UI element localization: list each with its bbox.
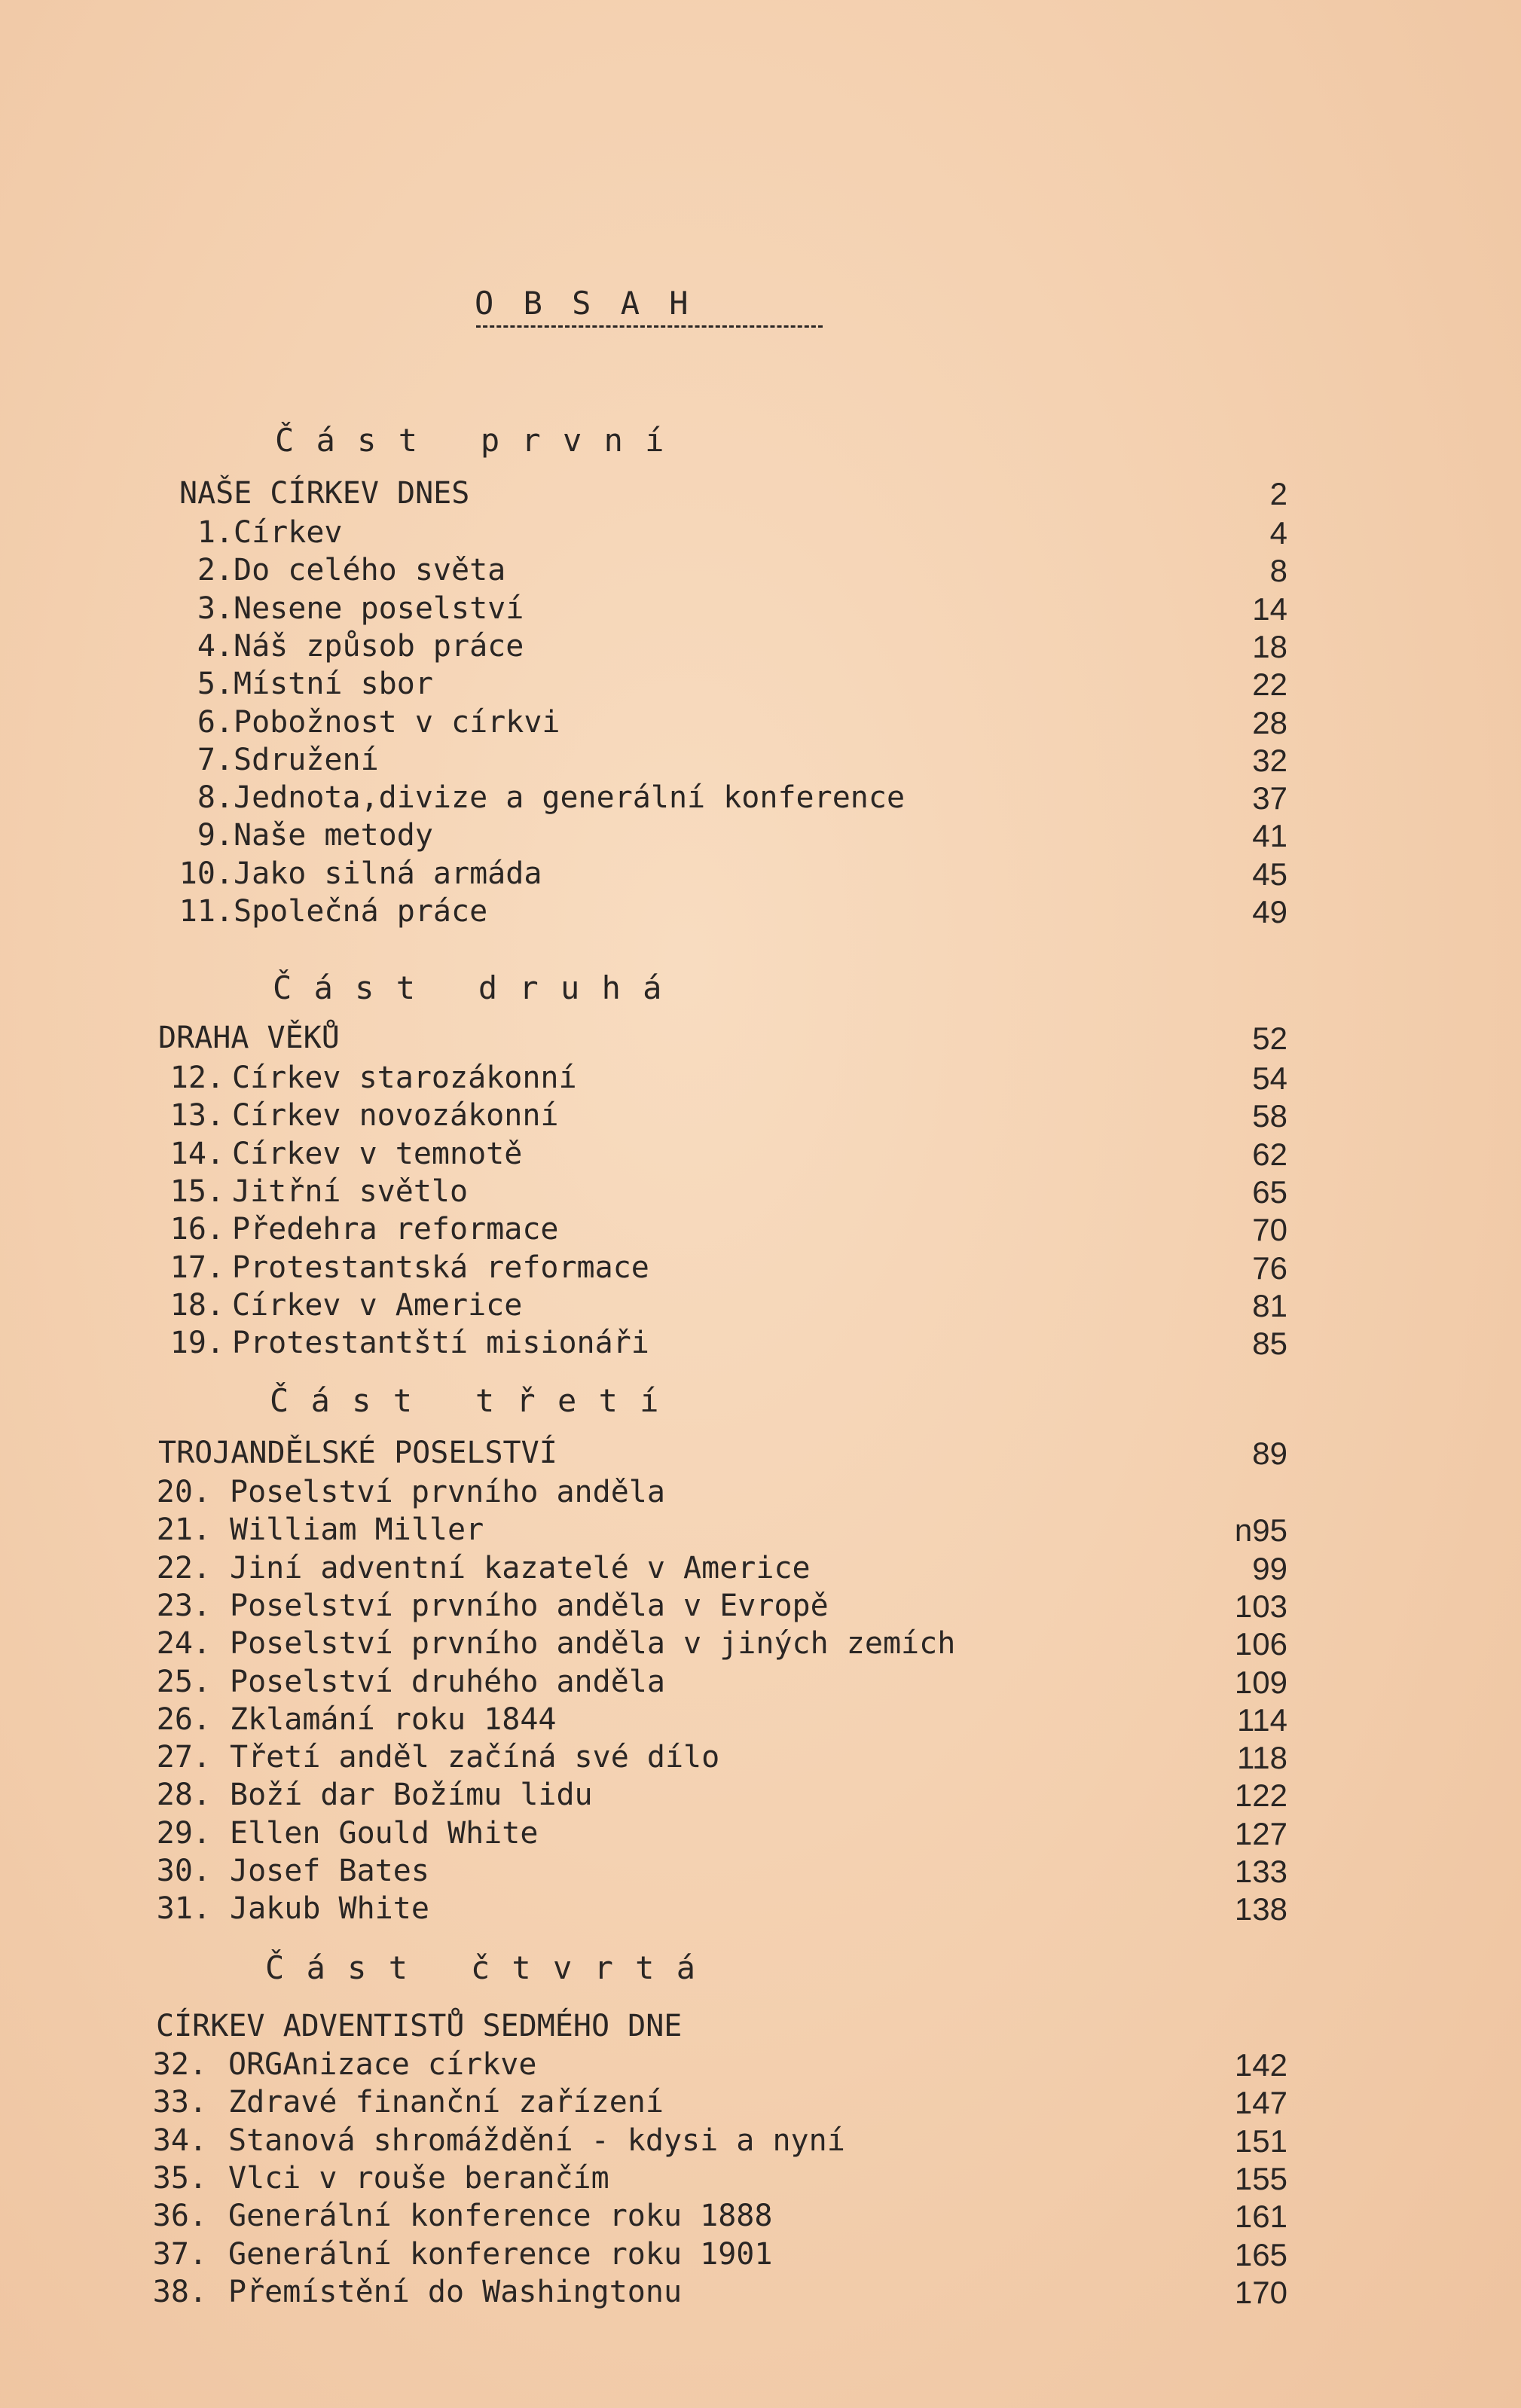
entry-number: 9. [197,818,234,853]
entry-page-number: 118 [1237,1740,1287,1775]
toc-entry [0,1854,1521,1891]
entry-page-number: 70 [1252,1212,1287,1247]
entry-number: 16. [170,1212,224,1247]
toc-entry [0,1250,1521,1288]
toc-entry [0,1061,1521,1098]
entry-title: Předehra reformace [232,1212,559,1247]
entry-title: Nesene poselství [234,591,524,626]
toc-entry [0,1702,1521,1740]
entry-page-number: 165 [1234,2237,1287,2272]
section-title: CÍRKEV ADVENTISTŮ SEDMÉHO DNE [156,2009,683,2043]
entry-title: Náš způsob práce [234,629,524,664]
entry-page-number: 161 [1234,2199,1287,2234]
entry-page-number: 58 [1252,1098,1287,1134]
entry-number: 12. [170,1061,224,1095]
entry-number: 7. [197,743,234,777]
entry-title: Církev starozákonní [232,1061,577,1095]
entry-page-number: 41 [1252,818,1287,853]
entry-page-number: 114 [1237,1702,1287,1738]
entry-number: 27. [156,1740,211,1775]
entry-number: 31. [156,1891,211,1926]
toc-entry [0,1778,1521,1815]
section-page-number: 89 [1252,1436,1287,1471]
section-title-row [0,476,1521,514]
entry-number: 15. [170,1174,224,1209]
toc-entry [0,1512,1521,1550]
entry-page-number: 22 [1252,667,1287,702]
entry-page-number: 170 [1234,2275,1287,2310]
entry-number: 29. [156,1816,211,1851]
entry-number: 19. [170,1326,224,1360]
toc-entry [0,1589,1521,1626]
entry-title: Do celého světa [234,553,506,588]
toc-entry [0,1326,1521,1363]
entry-title: Ellen Gould White [230,1816,539,1851]
toc-entry [0,1665,1521,1702]
section-page-number: 2 [1269,476,1287,511]
toc-entry [0,1212,1521,1250]
entry-number: 26. [156,1702,211,1737]
toc-entry [0,629,1521,667]
entry-number: 35. [152,2161,207,2196]
entry-page-number: 32 [1252,743,1287,778]
entry-number: 25. [156,1665,211,1699]
toc-entry [0,515,1521,553]
entry-title: Jako silná armáda [234,856,542,891]
entry-number: 2. [197,553,234,588]
toc-entry [0,780,1521,818]
entry-title: Poselství prvního anděla v Evropě [230,1589,829,1623]
toc-entry [0,1174,1521,1212]
entry-number: 20. [156,1475,211,1509]
entry-number: 33. [152,2085,207,2120]
entry-page-number: 62 [1252,1137,1287,1172]
entry-page-number: 65 [1252,1174,1287,1210]
entry-number: 3. [197,591,234,626]
entry-page-number: 81 [1252,1288,1287,1323]
entry-number: 13. [170,1098,224,1133]
entry-page-number: 76 [1252,1250,1287,1286]
toc-entry [0,1816,1521,1854]
toc-entry [0,1098,1521,1136]
toc-entry [0,1475,1521,1512]
entry-title: Poselství prvního anděla [230,1475,665,1509]
page-title: O B S A H [475,285,689,322]
entry-title: Církev novozákonní [232,1098,559,1133]
entry-number: 22. [156,1551,211,1585]
entry-title: Poselství druhého anděla [230,1665,665,1699]
entry-page-number: 151 [1234,2123,1287,2159]
entry-number: 30. [156,1854,211,1888]
entry-title: Generální konference roku 1888 [228,2199,773,2233]
entry-number: 1. [197,515,234,550]
entry-title: Stanová shromáždění - kdysi a nyní [228,2123,845,2158]
entry-number: 21. [156,1512,211,1547]
toc-entry [0,1891,1521,1929]
section-title: TROJANDĚLSKÉ POSELSTVÍ [158,1436,557,1470]
entry-page-number: 106 [1234,1626,1287,1662]
entry-title: Jednota,divize a generální konference [234,780,906,815]
entry-title: Přemístění do Washingtonu [228,2275,683,2309]
entry-title: Společná práce [234,894,488,929]
entry-page-number: 133 [1234,1854,1287,1889]
toc-entry [0,1551,1521,1589]
entry-number: 6. [197,705,234,740]
entry-title: Církev v temnotě [232,1137,523,1171]
entry-title: Sdružení [234,743,379,777]
toc-entry [0,591,1521,629]
entry-title: Církev [234,515,343,550]
toc-entry [0,2237,1521,2275]
toc-entry [0,1137,1521,1174]
entry-page-number: 8 [1269,553,1287,588]
toc-entry [0,1626,1521,1664]
entry-page-number: 49 [1252,894,1287,929]
entry-number: 17. [170,1250,224,1285]
entry-number: 18. [170,1288,224,1323]
entry-title: Zklamání roku 1844 [230,1702,557,1737]
entry-page-number: 54 [1252,1061,1287,1096]
entry-number: 38. [152,2275,207,2309]
section-title-row [0,1436,1521,1473]
entry-page-number: 4 [1269,515,1287,551]
entry-title: Poselství prvního anděla v jiných zemích [230,1626,956,1661]
entry-page-number: 99 [1252,1551,1287,1586]
entry-page-number: 109 [1234,1665,1287,1700]
entry-title: Církev v Americe [232,1288,523,1323]
part-heading: Č á s t p r v n í [275,422,666,459]
entry-number: 10. [179,856,234,891]
entry-title: ORGAnizace církve [228,2047,537,2082]
entry-title: Jakub White [230,1891,429,1926]
entry-page-number: 142 [1234,2047,1287,2083]
entry-title: Naše metody [234,818,433,853]
toc-entry [0,553,1521,591]
toc-entry [0,1740,1521,1778]
entry-title: Pobožnost v církvi [234,705,560,740]
toc-entry [0,2199,1521,2236]
toc-entry [0,2161,1521,2199]
entry-title: Boží dar Božímu lidu [230,1778,593,1812]
entry-page-number: 138 [1234,1891,1287,1927]
entry-page-number: 37 [1252,780,1287,816]
entry-title: Jitřní světlo [232,1174,469,1209]
entry-title: Generální konference roku 1901 [228,2237,773,2272]
toc-entry [0,2085,1521,2123]
entry-title: Jiní adventní kazatelé v Americe [230,1551,811,1585]
entry-page-number: 18 [1252,629,1287,664]
section-title: NAŠE CÍRKEV DNES [179,476,470,511]
part-heading: Č á s t t ř e t í [270,1382,661,1419]
entry-number: 34. [152,2123,207,2158]
entry-page-number: 28 [1252,705,1287,740]
entry-page-number: n95 [1234,1512,1287,1548]
entry-number: 28. [156,1778,211,1812]
entry-title: Místní sbor [234,667,433,701]
entry-number: 23. [156,1589,211,1623]
part-heading: Č á s t č t v r t á [265,1949,698,1986]
toc-entry [0,705,1521,743]
toc-entry [0,856,1521,894]
entry-number: 37. [152,2237,207,2272]
toc-entry [0,2275,1521,2312]
entry-page-number: 122 [1234,1778,1287,1813]
entry-title: Protestantští misionáři [232,1326,649,1360]
entry-number: 11. [179,894,234,929]
entry-number: 24. [156,1626,211,1661]
section-title-row [0,2009,1521,2046]
entry-number: 5. [197,667,234,701]
entry-title: Vlci v rouše berančím [228,2161,609,2196]
entry-title: Josef Bates [230,1854,429,1888]
toc-entry [0,667,1521,704]
entry-title: William Miller [230,1512,484,1547]
toc-entry [0,743,1521,780]
entry-page-number: 45 [1252,856,1287,892]
entry-number: 14. [170,1137,224,1171]
toc-entry [0,1288,1521,1326]
entry-page-number: 127 [1234,1816,1287,1851]
toc-entry [0,2047,1521,2085]
entry-page-number: 103 [1234,1589,1287,1624]
entry-page-number: 155 [1234,2161,1287,2196]
entry-number: 32. [152,2047,207,2082]
entry-page-number: 14 [1252,591,1287,627]
entry-number: 36. [152,2199,207,2233]
title-underline [476,325,823,328]
toc-entry [0,894,1521,932]
toc-entry [0,2123,1521,2161]
entry-page-number: 85 [1252,1326,1287,1361]
part-heading: Č á s t d r u h á [273,969,664,1006]
section-title: DRAHA VĚKŮ [158,1021,340,1055]
section-page-number: 52 [1252,1021,1287,1056]
section-title-row [0,1021,1521,1058]
entry-title: Protestantská reformace [232,1250,649,1285]
entry-page-number: 147 [1234,2085,1287,2120]
entry-number: 8. [197,780,234,815]
entry-title: Zdravé finanční zařízení [228,2085,664,2120]
entry-number: 4. [197,629,234,664]
toc-entry [0,818,1521,856]
entry-title: Třetí anděl začíná své dílo [230,1740,720,1775]
